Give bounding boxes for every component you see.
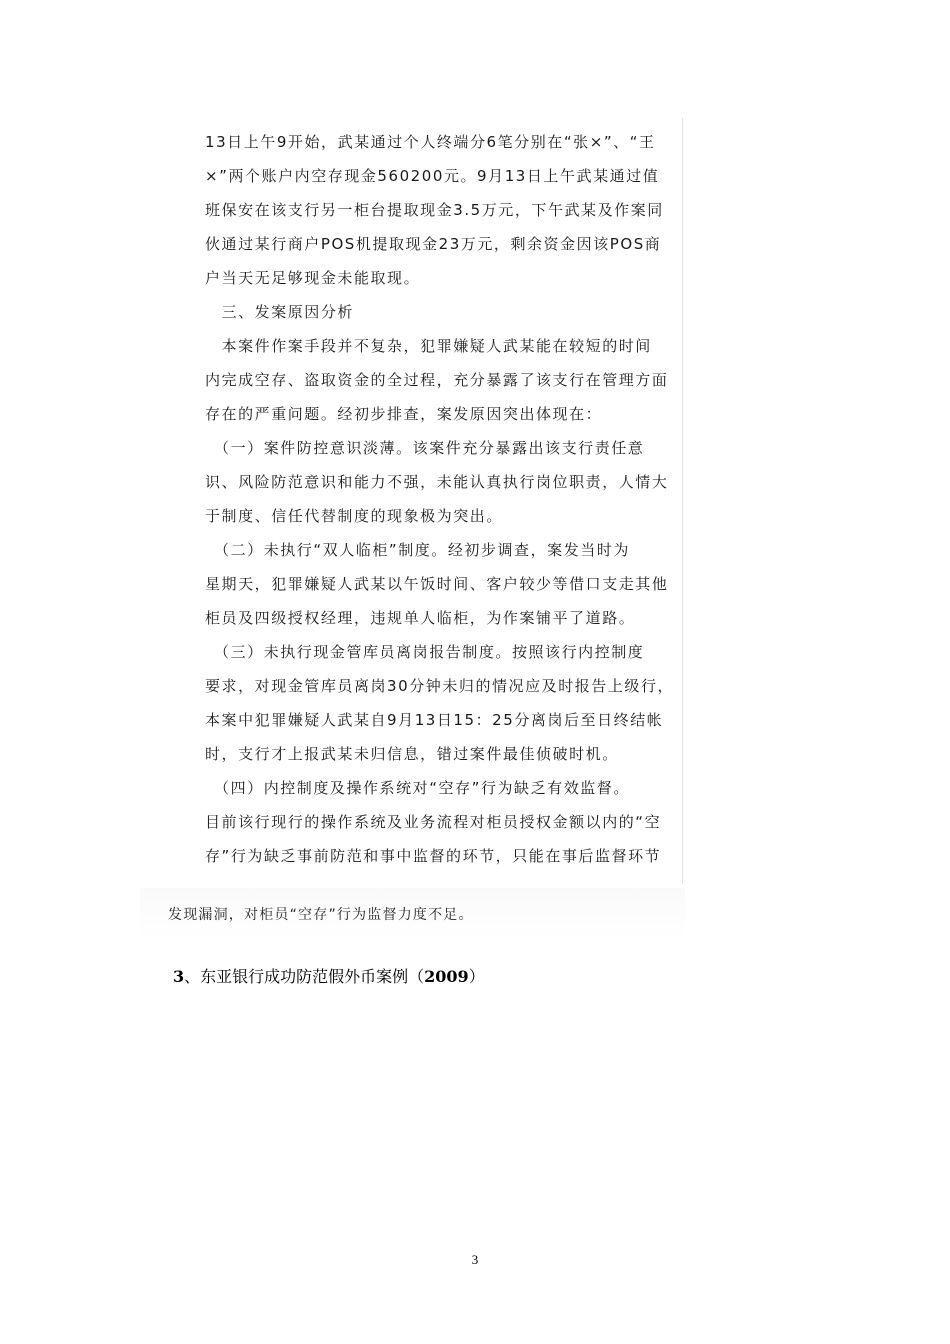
scan-text-line: 伙通过某行商户POS机提取现金23万元，剩余资金因该POS商: [205, 235, 662, 253]
scan-text-line: 本案件作案手段并不复杂，犯罪嫌疑人武某能在较短的时间: [205, 337, 652, 355]
scanned-page-image: [150, 118, 683, 884]
scan-text-line: 存在的严重问题。经初步排查，案发原因突出体现在：: [205, 405, 603, 423]
section-heading: [173, 967, 485, 987]
scan-tail-line: 发现漏洞，对柜员“空存”行为监督力度不足。: [168, 907, 474, 923]
scan-text-line: 时，支行才上报武某未归信息，错过案件最佳侦破时机。: [205, 745, 619, 763]
scan-text-line: 13日上午9开始，武某通过个人终端分6笔分别在“张×”、“王: [205, 133, 656, 151]
scan-text-line: 识、风险防范意识和能力不强，未能认真执行岗位职责，人情大: [205, 473, 669, 491]
scan-text-line: 户当天无足够现金未能取现。: [205, 269, 421, 287]
page-number: 3: [471, 1252, 479, 1267]
scan-text-line: 星期天，犯罪嫌疑人武某以午饭时间、客户较少等借口支走其他: [205, 575, 669, 593]
scan-text-line: 目前该行现行的操作系统及业务流程对柜员授权金额以内的“空: [205, 813, 662, 831]
heading-text: 、东亚银行成功防范假外币案例（: [184, 967, 425, 986]
heading-number: 3: [173, 967, 185, 986]
scan-text-line: （一）案件防控意识淡薄。该案件充分暴露出该支行责任意: [205, 439, 645, 457]
scan-text-line: （三）未执行现金管库员离岗报告制度。按照该行内控制度: [205, 643, 645, 661]
scan-text-line: 本案中犯罪嫌疑人武某自9月13日15：25分离岗后至日终结帐: [205, 711, 664, 729]
scan-text-line: （四）内控制度及操作系统对“空存”行为缺乏有效监督。: [205, 779, 630, 797]
scan-text-line: 柜员及四级授权经理，违规单人临柜，为作案铺平了道路。: [205, 609, 636, 627]
heading-close: ）: [468, 967, 485, 986]
scan-text-line: 存”行为缺乏事前防范和事中监督的环节，只能在事后监督环节: [205, 847, 662, 865]
scan-text-line: 于制度、信任代替制度的现象极为突出。: [205, 507, 503, 525]
heading-year: 2009: [424, 967, 469, 986]
scan-text-line: 班保安在该支行另一柜台提取现金3.5万元，下午武某及作案同: [205, 201, 664, 219]
scan-text-line: 内完成空存、盗取资金的全过程，充分暴露了该支行在管理方面: [205, 371, 669, 389]
scan-text-line: ×”两个账户内空存现金560200元。9月13日上午武某通过值: [205, 167, 660, 185]
scan-text-line: 要求，对现金管库员离岗30分钟未归的情况应及时报告上级行，: [205, 677, 675, 695]
scan-text-line: 三、发案原因分析: [205, 303, 354, 321]
scan-text-line: （二）未执行“双人临柜”制度。经初步调查，案发当时为: [205, 541, 630, 559]
